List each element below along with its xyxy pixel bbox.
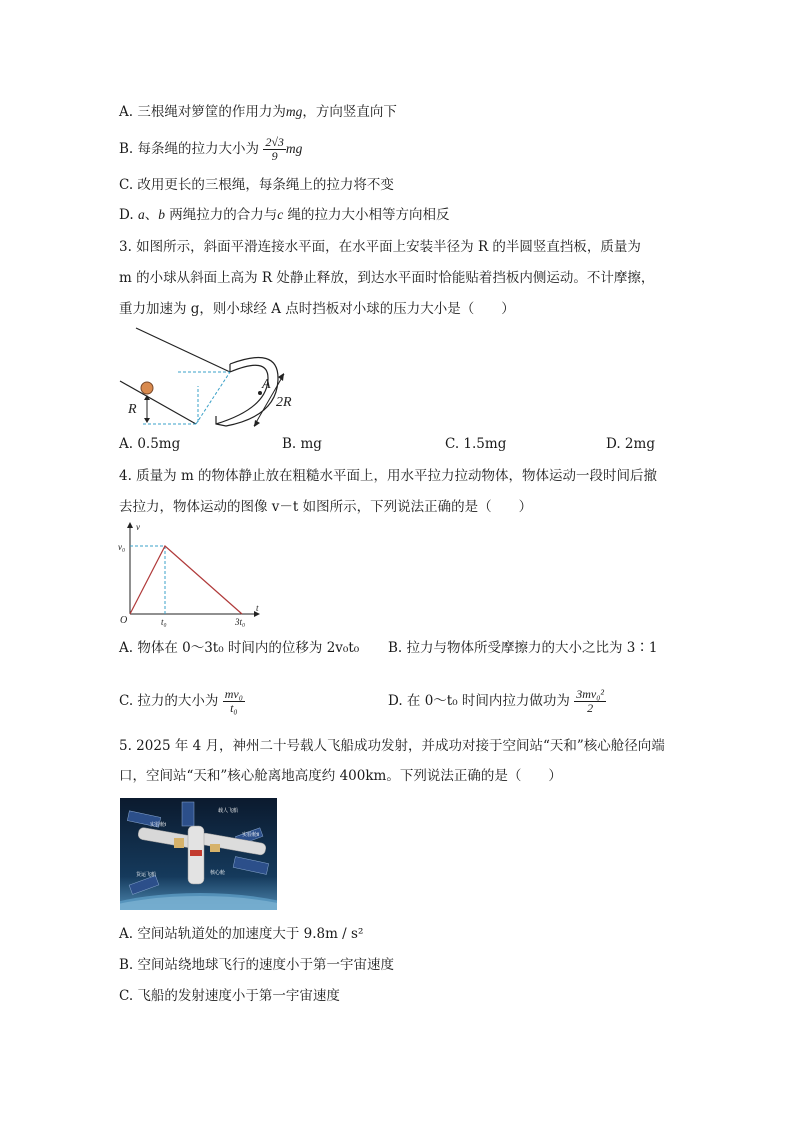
q3-option-c: C. 1.5mg [445, 436, 507, 452]
q2-option-a: A. 三根绳对箩筐的作用力为mg，方向竖直向下 [119, 104, 397, 120]
label-v0: v₀ [118, 542, 126, 552]
arrow-head-down [144, 418, 150, 423]
photo-label-lab2: 实验舱Ⅱ [242, 833, 260, 838]
q4-option-c: C. 拉力的大小为 $\frac{\text{mv₀}}{\text{t₀}}$ [119, 687, 243, 715]
q5-stem-line2: 口，空间站“天和”核心舱离地高度约 400km。下列说法正确的是（ ） [119, 768, 562, 784]
photo-label-lab1: 实验舱Ⅰ [150, 823, 167, 828]
dashed-diagonal [196, 372, 230, 424]
q5-option-c: C. 飞船的发射速度小于第一宇宙速度 [119, 988, 340, 1004]
fraction: $\frac{\text{3mv₀²}}{2}$ [576, 687, 604, 715]
incline-upper-edge [136, 328, 230, 372]
label-v: v [136, 522, 140, 532]
q4-option-b: B. 拉力与物体所受摩擦力的大小之比为 3∶1 [388, 640, 658, 656]
q4-option-d: D. 在 0～t₀ 时间内拉力做功为 $\frac{\text{3mv₀²}}{2}$ [388, 687, 604, 715]
fraction: $\frac{\text{mv₀}}{\text{t₀}}$ [224, 687, 243, 715]
q3-figure [118, 326, 308, 428]
v-axis-arrow [127, 522, 133, 528]
q2-option-c: C. 改用更长的三根绳，每条绳上的拉力将不变 [119, 177, 394, 193]
ball [141, 382, 153, 394]
space-station-illustration [120, 798, 277, 910]
q3-stem-line2: m 的小球从斜面上高为 R 处静止释放，到达水平面时恰能贴着挡板内侧运动。不计摩擦， [119, 270, 655, 286]
q3-stem-line1: 3. 如图所示，斜面平滑连接水平面，在水平面上安装半径为 R 的半圆竖直挡板，质量为 [119, 239, 641, 255]
label-3t0: 3t₀ [235, 617, 246, 627]
q4-vt-graph [117, 519, 265, 629]
q2-option-b: B. 每条绳的拉力大小为 $\frac{2√3}{9}$ mg [119, 135, 303, 163]
q4-stem-line1: 4. 质量为 m 的物体静止放在粗糙水平面上，用水平拉力拉动物体，物体运动一段时间后撤 [119, 468, 658, 484]
label-r: R [128, 402, 137, 417]
label-t: t [256, 603, 259, 613]
vt-curve [130, 546, 242, 614]
q5-stem-line1: 5. 2025 年 4 月，神州二十号载人飞船成功发射，并成功对接于空间站“天和”核心舱径向端 [119, 738, 665, 754]
label-a: A [262, 377, 271, 392]
label-t0: t₀ [161, 617, 167, 627]
fraction: $\frac{2√3}{9}$ [265, 135, 284, 163]
label-2r: 2R [276, 395, 292, 410]
q4-stem-line2: 去拉力，物体运动的图像 v－t 如图所示，下列说法正确的是（ ） [119, 499, 533, 515]
space-station-image [120, 798, 277, 910]
q5-option-a: A. 空间站轨道处的加速度大于 9.8m / s² [119, 926, 364, 942]
q5-option-b: B. 空间站绕地球飞行的速度小于第一宇宙速度 [119, 957, 395, 973]
q3-option-d: D. 2mg [606, 436, 655, 452]
q3-option-b: B. mg [282, 436, 322, 452]
photo-label-crew-ship: 载人飞船 [218, 809, 239, 814]
q3-stem-line3: 重力加速为 g，则小球经 A 点时挡板对小球的压力大小是（ ） [119, 301, 515, 317]
q3-option-a: A. 0.5mg [119, 436, 181, 452]
photo-label-cargo-ship: 货运飞船 [136, 873, 157, 878]
q2-option-d: D. a、b 两绳拉力的合力与c 绳的拉力大小相等方向相反 [119, 207, 450, 223]
q4-option-a: A. 物体在 0～3t₀ 时间内的位移为 2v₀t₀ [119, 640, 360, 656]
label-origin: O [120, 615, 128, 626]
photo-label-core: 核心舱 [210, 871, 226, 876]
